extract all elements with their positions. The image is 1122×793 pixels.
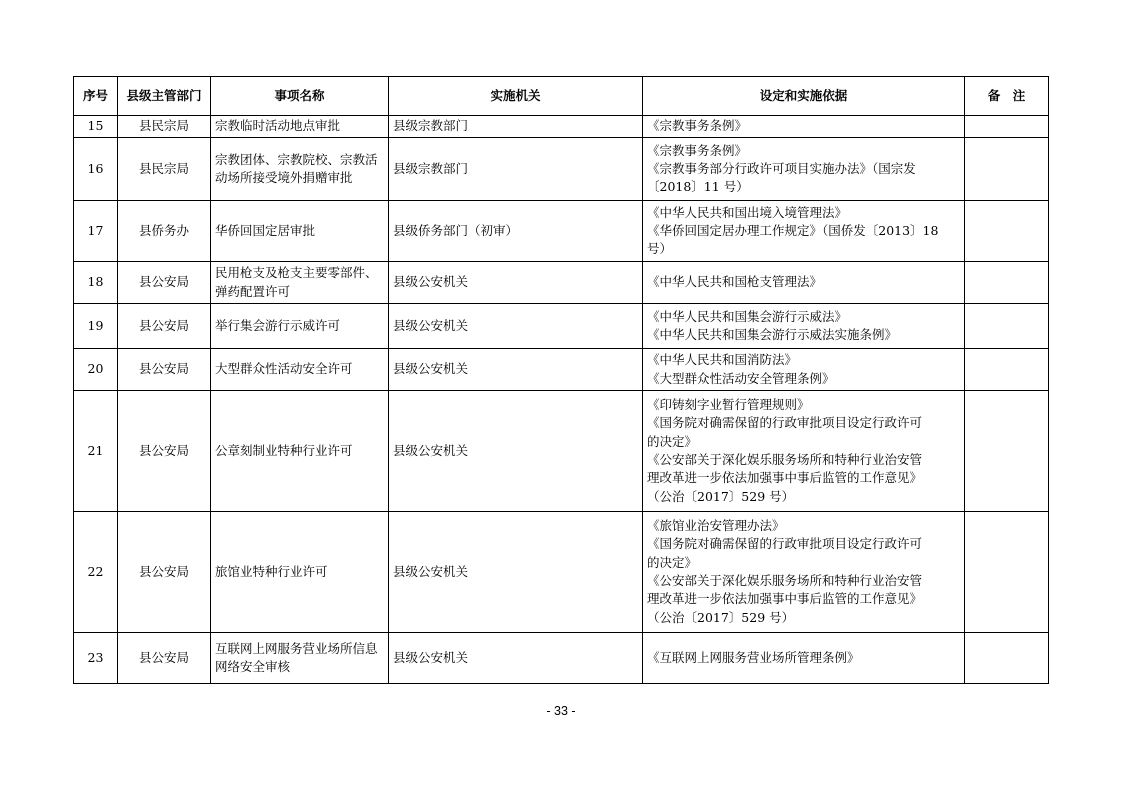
- basis-line: 《中华人民共和国枪支管理法》: [647, 274, 823, 290]
- cell-item: 互联网上网服务营业场所信息网络安全审核: [211, 633, 389, 684]
- cell-dept: 县侨务办: [118, 201, 211, 262]
- basis-line: 的决定》: [647, 554, 698, 570]
- cell-agency: 县级公安机关: [389, 304, 643, 349]
- page-number: - 33 -: [546, 704, 576, 718]
- cell-item: 大型群众性活动安全许可: [211, 349, 389, 391]
- cell-agency: 县级宗教部门: [389, 116, 643, 138]
- cell-agency: 县级公安机关: [389, 633, 643, 684]
- cell-no: 15: [74, 116, 118, 138]
- cell-no: 21: [74, 391, 118, 512]
- cell-remark: [965, 138, 1049, 201]
- table-row: [74, 349, 1049, 391]
- basis-line: （公治〔2017〕529 号）: [647, 609, 795, 625]
- table-row: [74, 512, 1049, 633]
- cell-no: 19: [74, 304, 118, 349]
- cell-basis: [643, 512, 965, 633]
- cell-item: 公章刻制业特种行业许可: [211, 391, 389, 512]
- cell-item: 华侨回国定居审批: [211, 201, 389, 262]
- cell-no: 22: [74, 512, 118, 633]
- cell-item: 民用枪支及枪支主要零部件、弹药配置许可: [211, 262, 389, 304]
- cell-basis: [643, 391, 965, 512]
- cell-basis: [643, 633, 965, 684]
- cell-no: 17: [74, 201, 118, 262]
- basis-line: 《宗教事务部分行政许可项目实施办法》（国宗发: [647, 160, 916, 176]
- cell-no: 23: [74, 633, 118, 684]
- basis-line: 《中华人民共和国集会游行示威法实施条例》: [647, 327, 898, 342]
- basis-line: 《国务院对确需保留的行政审批项目设定行政许可: [647, 536, 923, 552]
- header-no: 序号: [74, 77, 118, 116]
- table-row: [74, 304, 1049, 349]
- cell-agency: 县级公安机关: [389, 349, 643, 391]
- table-header-row: [74, 77, 1049, 116]
- cell-dept: 县公安局: [118, 633, 211, 684]
- cell-dept: 县公安局: [118, 304, 211, 349]
- cell-agency: 县级公安机关: [389, 391, 643, 512]
- table-row: [74, 116, 1049, 138]
- basis-line: （公治〔2017〕529 号）: [647, 488, 795, 504]
- cell-dept: 县公安局: [118, 391, 211, 512]
- cell-remark: [965, 391, 1049, 512]
- basis-line: 《公安部关于深化娱乐服务场所和特种行业治安管: [647, 573, 923, 588]
- basis-line: 号）: [647, 241, 673, 257]
- approval-items-table: [73, 76, 1049, 684]
- cell-item: 旅馆业特种行业许可: [211, 512, 389, 633]
- cell-no: 18: [74, 262, 118, 304]
- header-item: 事项名称: [211, 77, 389, 116]
- cell-item: 宗教团体、宗教院校、宗教活动场所接受境外捐赠审批: [211, 138, 389, 201]
- cell-remark: [965, 201, 1049, 262]
- table-row: [74, 138, 1049, 201]
- basis-line: 理改革进一步依法加强事中事后监管的工作意见》: [647, 591, 923, 607]
- cell-agency: 县级宗教部门: [389, 138, 643, 201]
- basis-line: 〔2018〕11 号）: [647, 179, 749, 195]
- cell-remark: [965, 304, 1049, 349]
- cell-item: 宗教临时活动地点审批: [211, 116, 389, 138]
- cell-basis: [643, 349, 965, 391]
- cell-remark: [965, 116, 1049, 138]
- basis-line: 《中华人民共和国出境入境管理法》: [647, 204, 848, 220]
- basis-line: 的决定》: [647, 433, 698, 449]
- cell-no: 20: [74, 349, 118, 391]
- basis-line: 《国务院对确需保留的行政审批项目设定行政许可: [647, 415, 923, 431]
- basis-line: 《中华人民共和国消防法》: [647, 352, 798, 368]
- header-remark: 备 注: [965, 77, 1049, 116]
- cell-remark: [965, 633, 1049, 684]
- basis-line: 《中华人民共和国集会游行示威法》: [647, 308, 848, 324]
- basis-line: 《互联网上网服务营业场所管理条例》: [647, 649, 860, 665]
- cell-remark: [965, 349, 1049, 391]
- cell-basis: [643, 138, 965, 201]
- cell-basis: [643, 201, 965, 262]
- header-basis: 设定和实施依据: [643, 77, 965, 116]
- basis-line: 《宗教事务条例》: [647, 142, 748, 158]
- cell-no: 16: [74, 138, 118, 201]
- header-agency: 实施机关: [389, 77, 643, 116]
- cell-basis: [643, 116, 965, 138]
- table-row: [74, 391, 1049, 512]
- basis-line: 《华侨回国定居办理工作规定》（国侨发〔2013〕18: [647, 222, 939, 238]
- cell-dept: 县公安局: [118, 262, 211, 304]
- cell-dept: 县公安局: [118, 512, 211, 633]
- cell-agency: 县级公安机关: [389, 512, 643, 633]
- cell-dept: 县民宗局: [118, 138, 211, 201]
- basis-line: 《公安部关于深化娱乐服务场所和特种行业治安管: [647, 452, 923, 467]
- cell-basis: [643, 262, 965, 304]
- table-row: [74, 633, 1049, 684]
- table-row: [74, 262, 1049, 304]
- cell-remark: [965, 512, 1049, 633]
- cell-item: 举行集会游行示威许可: [211, 304, 389, 349]
- basis-line: 《宗教事务条例》: [647, 118, 748, 134]
- cell-dept: 县公安局: [118, 349, 211, 391]
- cell-dept: 县民宗局: [118, 116, 211, 138]
- table-row: [74, 201, 1049, 262]
- cell-agency: 县级公安机关: [389, 262, 643, 304]
- cell-agency: 县级侨务部门（初审）: [389, 201, 643, 262]
- cell-basis: [643, 304, 965, 349]
- basis-line: 《大型群众性活动安全管理条例》: [647, 370, 835, 386]
- basis-line: 《印铸刻字业暂行管理规则》: [647, 397, 810, 413]
- cell-remark: [965, 262, 1049, 304]
- header-dept: 县级主管部门: [118, 77, 211, 116]
- basis-line: 《旅馆业治安管理办法》: [647, 518, 785, 534]
- basis-line: 理改革进一步依法加强事中事后监管的工作意见》: [647, 470, 923, 486]
